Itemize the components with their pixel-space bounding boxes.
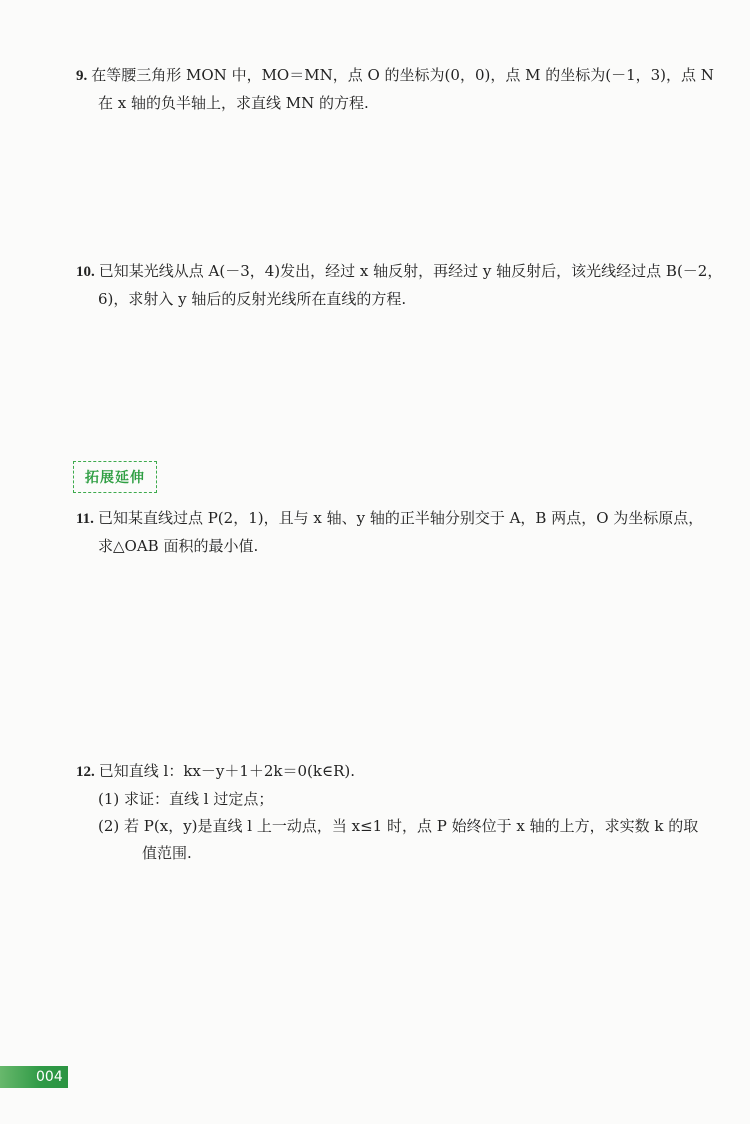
problem-text-line: 已知某光线从点 A(－3，4)发出，经过 x 轴反射，再经过 y 轴反射后，该光线经过点 B(－2， [98,262,723,280]
problem-text-line: 已知某直线过点 P(2，1)，且与 x 轴、y 轴的正半轴分别交于 A，B 两点，O 为坐标原点， [97,509,704,527]
problem-text-line: 在等腰三角形 MON 中，MO＝MN，点 O 的坐标为(0，0)，点 M 的坐标为(－1，3)，点 N [91,66,714,84]
page-number: 004 [36,1069,63,1085]
problem-text-line: 6)，求射入 y 轴后的反射光线所在直线的方程. [98,290,407,308]
problem-number: 10. [76,264,95,280]
problem-text-line: 求△OAB 面积的最小值. [98,537,259,555]
problem-text-line: 在 x 轴的负半轴上，求直线 MN 的方程. [98,94,369,112]
subpart-1: (1) 求证：直线 l 过定点； [98,790,274,808]
problem-text-line: 已知直线 l：kx－y＋1＋2k＝0(k∈R). [98,762,356,780]
subpart-2-continued: 值范围. [142,844,192,862]
problem-9 [76,62,726,117]
section-tag-label: 拓展延伸 [85,470,145,486]
problem-12 [76,758,726,867]
problem-number: 9. [76,68,88,84]
problem-10 [76,258,726,313]
problem-number: 12. [76,764,95,780]
subpart-2: (2) 若 P(x，y)是直线 l 上一动点，当 x≤1 时，点 P 始终位于 x 轴的上方，求实数 k 的取 [98,817,699,835]
problem-11 [76,505,726,560]
section-tag-extension [73,461,157,493]
problem-number: 11. [76,511,94,527]
